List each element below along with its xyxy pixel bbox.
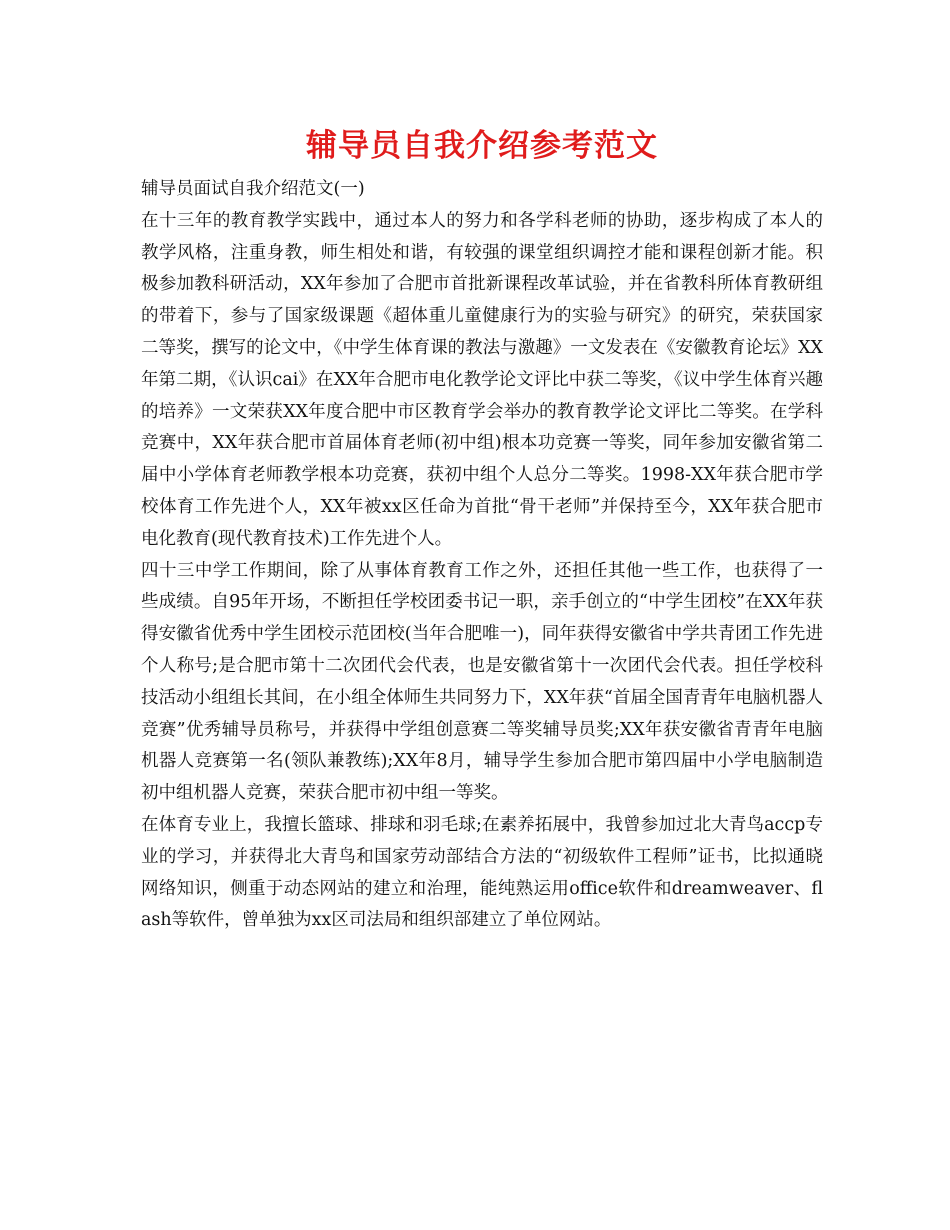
- document-title: 辅导员自我介绍参考范文: [306, 128, 658, 164]
- document-page: [141, 118, 823, 937]
- paragraph-3: 在体育专业上，我擅长篮球、排球和羽毛球;在素养拓展中，我曾参加过北大青鸟accp专业的学习，并获得北大青鸟和国家劳动部结合方法的“初级软件工程师”证书，比拟通晓网络知识，侧重于动态网站的建立和治理，能纯熟运用office软件和dreamweaver、flash等软件，曾单独为xx区司法局和组织部建立了单位网站。: [141, 814, 823, 931]
- paragraph-2: 四十三中学工作期间，除了从事体育教育工作之外，还担任其他一些工作，也获得了一些成绩。自95年开场，不断担任学校团委书记一职，亲手创立的“中学生团校”在XX年获得安徽省优秀中学生团校示范团校(当年合肥唯一)，同年获得安徽省中学共青团工作先进个人称号;是合肥市第十二次团代会代表，也是安徽省第十一次团代会代表。担任学校科技活动小组组长其间，在小组全体师生共同努力下，XX年获“首届全国青青年电脑机器人竞赛”优秀辅导员称号，并获得中学组创意赛二等奖辅导员奖;XX年获安徽省青青年电脑机器人竞赛第一名(领队兼教练);XX年8月，辅导学生参加合肥市第四届中小学电脑制造初中组机器人竞赛，荣获合肥市初中组一等奖。: [141, 560, 823, 804]
- paragraph-1: 在十三年的教育教学实践中，通过本人的努力和各学科老师的协助，逐步构成了本人的教学风格，注重身教，师生相处和谐，有较强的课堂组织调控才能和课程创新才能。积极参加教科研活动，XX年参加了合肥市首批新课程改革试验，并在省教科所体育教研组的带着下，参与了国家级课题《超体重儿童健康行为的实验与研究》的研究，荣获国家二等奖，撰写的论文中，《中学生体育课的教法与激趣》一文发表在《安徽教育论坛》XX年第二期，《认识cai》在XX年合肥市电化教学论文评比中获二等奖，《议中学生体育兴趣的培养》一文荣获XX年度合肥中市区教育学会举办的教育教学论文评比二等奖。在学科竞赛中，XX年获合肥市首届体育老师(初中组)根本功竞赛一等奖，同年参加安徽省第二届中小学体育老师教学根本功竞赛，获初中组个人总分二等奖。1998-XX年获合肥市学校体育工作先进个人，XX年被xx区任命为首批“骨干老师”并保持至今，XX年获合肥市电化教育(现代教育技术)工作先进个人。: [141, 210, 823, 549]
- document-subtitle: 辅导员面试自我介绍范文(一): [141, 179, 365, 199]
